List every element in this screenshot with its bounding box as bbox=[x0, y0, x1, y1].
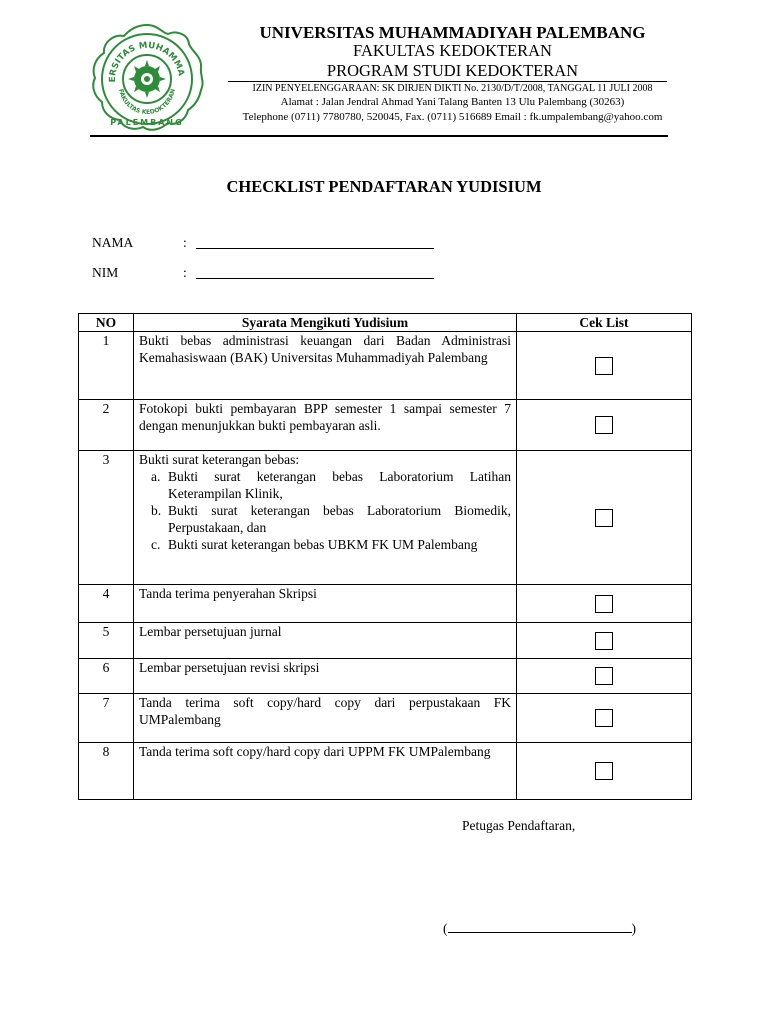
table-row bbox=[79, 623, 692, 659]
address-line: Alamat : Jalan Jendral Ahmad Yani Talang Banten 13 Ulu Palembang (30263) bbox=[280, 96, 625, 108]
sub-item-text: Bukti surat keterangan bebas UBKM FK UM Palembang bbox=[168, 537, 478, 552]
nama-colon: : bbox=[183, 235, 187, 250]
signature-close-paren: ) bbox=[631, 921, 636, 936]
permit-line: IZIN PENYELENGGARAAN: SK DIRJEN DIKTI No. 2130/D/T/2008, TANGGAL 11 JULI 2008 bbox=[252, 83, 653, 94]
row-requirement bbox=[134, 451, 517, 585]
row-requirement: Bukti bebas administrasi keuangan dari Badan Administrasi Kemahasiswaan (BAK) Universitas Muhammadiyah Palembang bbox=[134, 332, 517, 400]
table-header-row bbox=[79, 314, 692, 332]
document-title: CHECKLIST PENDAFTARAN YUDISIUM bbox=[226, 177, 542, 196]
checklist-table bbox=[78, 313, 692, 800]
signature-block bbox=[443, 918, 636, 937]
row-requirement: Tanda terima penyerahan Skripsi bbox=[134, 585, 517, 623]
signature-open-paren: ( bbox=[443, 921, 448, 936]
checkbox[interactable] bbox=[595, 632, 613, 650]
table-row bbox=[79, 585, 692, 623]
checkbox[interactable] bbox=[595, 667, 613, 685]
checkbox[interactable] bbox=[595, 416, 613, 434]
row-check-cell bbox=[517, 694, 692, 743]
nama-field bbox=[92, 235, 452, 255]
sub-item-text: Bukti surat keterangan bebas Laboratorium Biomedik, Perpustakaan, dan bbox=[168, 503, 511, 535]
row-number: 5 bbox=[79, 623, 134, 659]
row-check-cell bbox=[517, 659, 692, 694]
sub-item-letter: c. bbox=[151, 537, 161, 552]
sub-item-text: Bukti surat keterangan bebas Laboratorium Latihan Keterampilan Klinik, bbox=[168, 469, 511, 501]
university-logo bbox=[88, 22, 206, 134]
row-number: 1 bbox=[79, 332, 134, 400]
row-check-cell bbox=[517, 400, 692, 451]
nim-field bbox=[92, 265, 452, 285]
logo-ring-mid: FAKULTAS KEDOKTERAN bbox=[117, 88, 177, 117]
sub-item bbox=[139, 536, 511, 553]
row-requirement-intro: Bukti surat keterangan bebas: bbox=[139, 452, 300, 467]
row-check-cell bbox=[517, 451, 692, 585]
row-requirement: Tanda terima soft copy/hard copy dari UPPM FK UMPalembang bbox=[134, 743, 517, 800]
row-check-cell bbox=[517, 743, 692, 800]
sub-item-list bbox=[139, 468, 511, 553]
nim-input-line[interactable] bbox=[196, 278, 434, 279]
row-number: 7 bbox=[79, 694, 134, 743]
row-requirement: Fotokopi bukti pembayaran BPP semester 1 sampai semester 7 dengan menunjukkan bukti pembayaran asli. bbox=[134, 400, 517, 451]
nama-input-line[interactable] bbox=[196, 248, 434, 249]
sub-item bbox=[139, 468, 511, 502]
row-requirement: Lembar persetujuan jurnal bbox=[134, 623, 517, 659]
header-check: Cek List bbox=[517, 314, 692, 332]
header-divider bbox=[90, 135, 668, 137]
program-name: PROGRAM STUDI KEDOKTERAN bbox=[326, 61, 579, 80]
logo-ring-bottom: PALEMBANG bbox=[110, 118, 184, 127]
row-number: 4 bbox=[79, 585, 134, 623]
row-check-cell bbox=[517, 332, 692, 400]
nim-colon: : bbox=[183, 265, 187, 280]
header-thin-rule bbox=[228, 81, 667, 82]
university-name: UNIVERSITAS MUHAMMADIYAH PALEMBANG bbox=[259, 23, 646, 42]
header-no: NO bbox=[79, 314, 134, 332]
table-row bbox=[79, 743, 692, 800]
faculty-name: FAKULTAS KEDOKTERAN bbox=[353, 41, 552, 60]
sub-item bbox=[139, 502, 511, 536]
checkbox[interactable] bbox=[595, 357, 613, 375]
row-number: 6 bbox=[79, 659, 134, 694]
checkbox[interactable] bbox=[595, 709, 613, 727]
row-number: 8 bbox=[79, 743, 134, 800]
nama-label: NAMA bbox=[92, 235, 134, 250]
signature-line[interactable] bbox=[448, 918, 632, 933]
row-check-cell bbox=[517, 623, 692, 659]
checkbox[interactable] bbox=[595, 595, 613, 613]
row-number: 2 bbox=[79, 400, 134, 451]
nim-label: NIM bbox=[92, 265, 119, 280]
sub-item-letter: b. bbox=[151, 503, 162, 518]
row-number: 3 bbox=[79, 451, 134, 585]
checkbox[interactable] bbox=[595, 762, 613, 780]
table-row bbox=[79, 400, 692, 451]
officer-label: Petugas Pendaftaran, bbox=[462, 818, 576, 833]
table-row bbox=[79, 694, 692, 743]
table-row bbox=[79, 659, 692, 694]
sub-item-letter: a. bbox=[151, 469, 161, 484]
table-row bbox=[79, 451, 692, 585]
header-requirement: Syarata Mengikuti Yudisium bbox=[134, 314, 517, 332]
checkbox[interactable] bbox=[595, 509, 613, 527]
row-check-cell bbox=[517, 585, 692, 623]
table-row bbox=[79, 332, 692, 400]
row-requirement: Tanda terima soft copy/hard copy dari perpustakaan FK UMPalembang bbox=[134, 694, 517, 743]
row-requirement: Lembar persetujuan revisi skripsi bbox=[134, 659, 517, 694]
contact-line: Telephone (0711) 7780780, 520045, Fax. (0711) 516689 Email : fk.umpalembang@yahoo.com bbox=[242, 111, 663, 123]
logo-ring-top: ERSITAS MUHAMMA bbox=[107, 40, 186, 83]
